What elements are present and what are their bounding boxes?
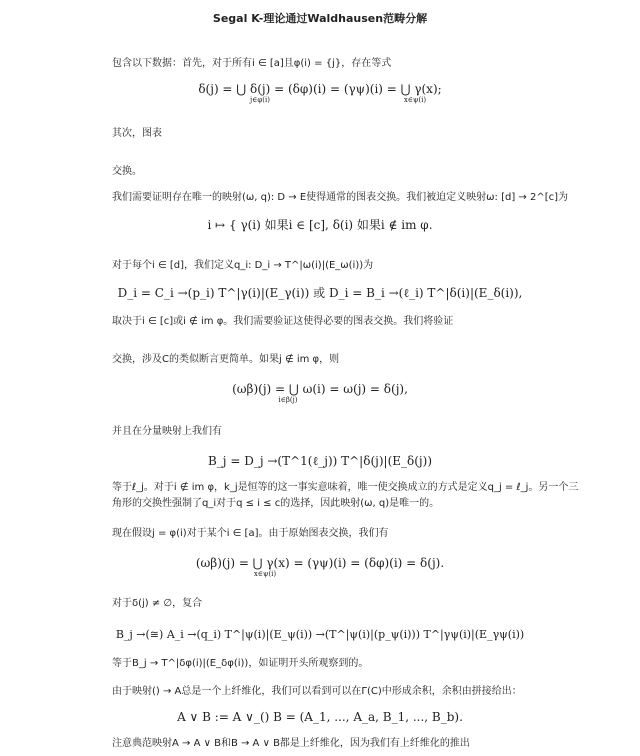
- paragraph-3: 交换。: [112, 166, 142, 177]
- equation-4-sub: i∈β(j): [278, 396, 298, 404]
- equation-2: i ↦ { γ(i) 如果i ∈ [c], δ(i) 如果i ∉ im φ.: [207, 218, 433, 232]
- equation-6-text: (ωβ)(j) = ⋃ γ(x) = (γψ)(i) = (δφ)(i) = δ(j).: [195, 556, 445, 570]
- equation-6: [0, 554, 640, 578]
- paragraph-7: 交换，涉及C的类似断言更简单。如果j ∉ im φ，则: [112, 354, 340, 365]
- paragraph-6: 取决于i ∈ [c]或i ∉ im φ。我们需要验证这使得必要的图表交换。我们将验证: [112, 316, 454, 327]
- equation-8: A ∨ B := A ∨_() B = (A_1, ..., A_a, B_1, ..., B_b).: [177, 710, 463, 724]
- equation-3: D_i = C_i →(p_i) T^|γ(i)|(E_γ(i)) 或 D_i = B_i →(ℓ_i) T^|δ(i)|(E_δ(i)),: [117, 286, 523, 300]
- paragraph-2: 其次，图表: [112, 128, 162, 139]
- paragraph-9: 等于ℓ_j。对于i ∉ im φ，k_j是恒等的这一事实意味着，唯一使交换成立的方式是定义q_j = ℓ_j。另一个三角形的交换性强制了q_i对于q ≤ i ≤ c的选择，因此映射(ω, q)是唯一的。: [112, 482, 579, 509]
- equation-1-sub-a: j∈φ(i): [250, 96, 270, 104]
- equation-1: [0, 80, 640, 104]
- equation-4-text: (ωβ)(j) = ⋃ ω(i) = ω(j) = δ(j),: [232, 382, 408, 396]
- equation-6-sub: x∈ψ(i): [253, 570, 277, 578]
- paragraph-13: 由于映射() → A总是一个上纤维化，我们可以看到可以在Γ(C)中形成余积，余积由拼接给出：: [112, 686, 522, 697]
- paragraph-12: 等于B_j → T^|δφ(i)|(E_δφ(i))，如证明开头所观察到的。: [112, 658, 369, 669]
- equation-7: B_j →(≅) A_i →(q_i) T^|ψ(i)|(E_ψ(i)) →(T^|ψ(i)|(p_ψ(i))) T^|γψ(i)|(E_γψ(i)): [115, 628, 525, 641]
- document-title: Segal K-理论通过Waldhausen范畴分解: [212, 12, 428, 25]
- paragraph-11: 对于δ(j) ≠ ∅，复合: [112, 598, 203, 609]
- equation-1-sub-b: x∈ψ(i): [403, 96, 427, 104]
- paragraph-14: 注意典范映射A → A ∨ B和B → A ∨ B都是上纤维化，因为我们有上纤维化的推出: [112, 738, 470, 749]
- equation-4: [0, 380, 640, 404]
- paragraph-5: 对于每个i ∈ [d]，我们定义q_i: D_i → T^|ω(i)|(E_ω(i))为: [112, 260, 374, 271]
- paragraph-4: 我们需要证明存在唯一的映射(ω, q): D → E使得通常的图表交换。我们被迫定义映射ω: [d] → 2^[c]为: [112, 192, 569, 203]
- paragraph-1: 包含以下数据：首先，对于所有i ∈ [a]且φ(i) = {j}，存在等式: [112, 58, 392, 69]
- equation-1-text: δ(j) = ⋃ δ(j) = (δφ)(i) = (γψ)(i) = ⋃ γ(x);: [198, 82, 442, 96]
- paragraph-10: 现在假设j = φ(i)对于某个i ∈ [a]。由于原始图表交换，我们有: [112, 528, 389, 539]
- paragraph-8: 并且在分量映射上我们有: [112, 426, 222, 437]
- equation-5: B_j = D_j →(T^1(ℓ_j)) T^|δ(j)|(E_δ(j)): [207, 454, 433, 468]
